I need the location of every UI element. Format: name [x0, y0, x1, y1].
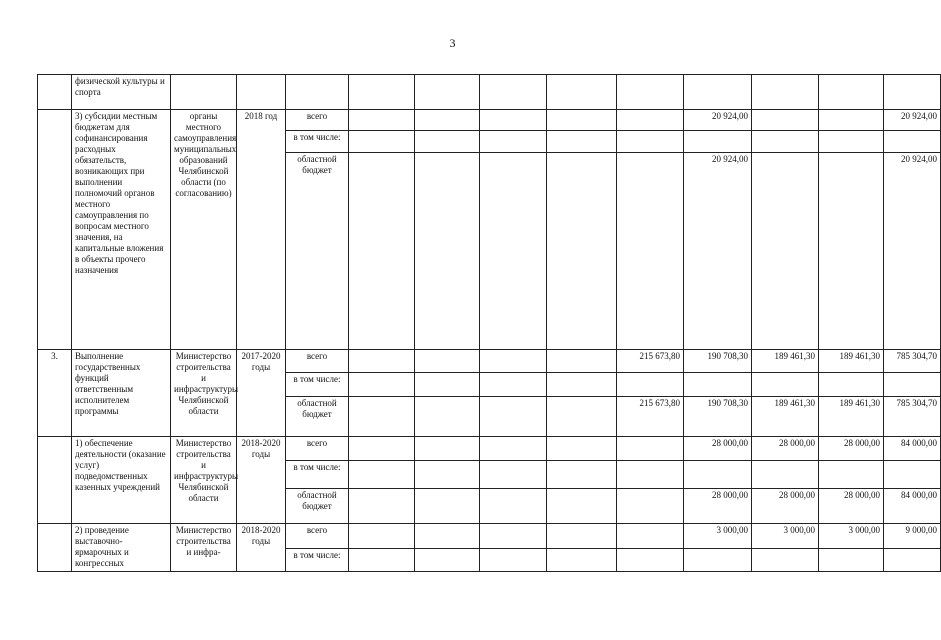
amount-cell — [819, 131, 884, 153]
total-amount-cell: 785 304,70 — [884, 397, 941, 437]
funding-source-cell: всего — [286, 350, 349, 373]
empty-cell — [415, 75, 480, 110]
amount-cell: 215 673,80 — [617, 350, 684, 373]
amount-cell — [684, 75, 752, 110]
executor-cell: Министерство строительства и инфра- — [171, 524, 237, 572]
measure-name-cell: 3) субсидии местным бюджетам для софинансирования расходных обязательств, возникающих при выполнении полномочий органов местного самоуправления по вопросам местного значения, на капитальные вложения в объекты прочего назначения — [72, 110, 171, 350]
empty-cell — [349, 110, 415, 131]
period-cell: 2018-2020 годы — [237, 524, 286, 572]
empty-cell — [349, 489, 415, 524]
funding-source-cell: областной бюджет — [286, 153, 349, 350]
empty-cell — [547, 75, 617, 110]
empty-cell — [480, 437, 547, 461]
funding-source-cell: в том числе: — [286, 373, 349, 397]
period-cell: 2018-2020 годы — [237, 437, 286, 524]
amount-cell — [819, 373, 884, 397]
amount-cell — [819, 110, 884, 131]
period-cell: 2017-2020 годы — [237, 350, 286, 437]
row-number-cell — [38, 437, 72, 524]
amount-cell: 190 708,30 — [684, 397, 752, 437]
period-cell: 2018 год — [237, 110, 286, 350]
amount-cell: 28 000,00 — [819, 489, 884, 524]
total-amount-cell: 84 000,00 — [884, 489, 941, 524]
empty-cell — [349, 437, 415, 461]
amount-cell — [617, 131, 684, 153]
amount-cell — [684, 549, 752, 572]
measure-name-cell: Выполнение государственных функций ответственным исполнителем программы — [72, 350, 171, 437]
empty-cell — [349, 350, 415, 373]
amount-cell — [752, 131, 819, 153]
empty-cell — [480, 461, 547, 489]
row-number-cell: 3. — [38, 350, 72, 437]
empty-cell — [415, 350, 480, 373]
empty-cell — [480, 110, 547, 131]
total-amount-cell — [884, 373, 941, 397]
executor-cell: Министерство строительства и инфраструктуры Челябинской области — [171, 350, 237, 437]
empty-cell — [415, 110, 480, 131]
amount-cell: 190 708,30 — [684, 350, 752, 373]
measure-name-cell: физической культуры и спорта — [72, 75, 171, 110]
funding-source-cell — [286, 75, 349, 110]
empty-cell — [480, 350, 547, 373]
empty-cell — [480, 153, 547, 350]
budget-table — [37, 74, 941, 572]
amount-cell: 189 461,30 — [752, 397, 819, 437]
amount-cell — [617, 461, 684, 489]
total-amount-cell: 20 924,00 — [884, 153, 941, 350]
amount-cell — [752, 373, 819, 397]
empty-cell — [480, 75, 547, 110]
amount-cell — [752, 153, 819, 350]
amount-cell: 28 000,00 — [752, 489, 819, 524]
empty-cell — [480, 549, 547, 572]
total-amount-cell — [884, 75, 941, 110]
empty-cell — [547, 397, 617, 437]
table-row — [38, 110, 941, 131]
empty-cell — [547, 549, 617, 572]
amount-cell — [684, 131, 752, 153]
empty-cell — [349, 397, 415, 437]
empty-cell — [480, 397, 547, 437]
empty-cell — [547, 524, 617, 549]
empty-cell — [415, 489, 480, 524]
empty-cell — [349, 524, 415, 549]
amount-cell — [684, 461, 752, 489]
executor-cell: органы местного самоуправления муниципальных образований Челябинской области (по согласованию) — [171, 110, 237, 350]
funding-source-cell: в том числе: — [286, 461, 349, 489]
empty-cell — [415, 397, 480, 437]
empty-cell — [349, 131, 415, 153]
empty-cell — [547, 110, 617, 131]
amount-cell — [617, 373, 684, 397]
period-cell — [237, 75, 286, 110]
amount-cell — [617, 437, 684, 461]
table-row — [38, 437, 941, 461]
page-number: 3 — [449, 36, 456, 50]
empty-cell — [349, 549, 415, 572]
total-amount-cell: 785 304,70 — [884, 350, 941, 373]
empty-cell — [547, 437, 617, 461]
empty-cell — [547, 153, 617, 350]
empty-cell — [415, 524, 480, 549]
amount-cell — [752, 75, 819, 110]
funding-source-cell: областной бюджет — [286, 397, 349, 437]
amount-cell: 3 000,00 — [752, 524, 819, 549]
amount-cell: 189 461,30 — [752, 350, 819, 373]
total-amount-cell — [884, 131, 941, 153]
amount-cell: 3 000,00 — [819, 524, 884, 549]
amount-cell: 3 000,00 — [684, 524, 752, 549]
amount-cell: 20 924,00 — [684, 110, 752, 131]
amount-cell — [752, 461, 819, 489]
empty-cell — [547, 350, 617, 373]
measure-name-cell: 2) проведение выставочно-ярмарочных и конгрессных — [72, 524, 171, 572]
amount-cell — [617, 75, 684, 110]
empty-cell — [547, 373, 617, 397]
empty-cell — [349, 75, 415, 110]
empty-cell — [415, 153, 480, 350]
table-row — [38, 350, 941, 373]
empty-cell — [415, 373, 480, 397]
funding-source-cell: в том числе: — [286, 131, 349, 153]
empty-cell — [480, 489, 547, 524]
empty-cell — [415, 461, 480, 489]
empty-cell — [349, 461, 415, 489]
amount-cell — [819, 549, 884, 572]
empty-cell — [480, 524, 547, 549]
amount-cell — [752, 549, 819, 572]
amount-cell — [617, 524, 684, 549]
empty-cell — [547, 131, 617, 153]
amount-cell — [819, 461, 884, 489]
row-number-cell — [38, 524, 72, 572]
empty-cell — [415, 437, 480, 461]
funding-source-cell: всего — [286, 437, 349, 461]
amount-cell: 28 000,00 — [684, 437, 752, 461]
total-amount-cell: 9 000,00 — [884, 524, 941, 549]
empty-cell — [415, 131, 480, 153]
executor-cell: Министерство строительства и инфраструктуры Челябинской области — [171, 437, 237, 524]
amount-cell — [819, 75, 884, 110]
total-amount-cell — [884, 461, 941, 489]
empty-cell — [547, 461, 617, 489]
amount-cell: 28 000,00 — [684, 489, 752, 524]
empty-cell — [480, 373, 547, 397]
amount-cell — [617, 110, 684, 131]
amount-cell: 215 673,80 — [617, 397, 684, 437]
executor-cell — [171, 75, 237, 110]
empty-cell — [547, 489, 617, 524]
empty-cell — [480, 131, 547, 153]
empty-cell — [415, 549, 480, 572]
table-row — [38, 75, 941, 110]
measure-name-cell: 1) обеспечение деятельности (оказание услуг) подведомственных казенных учреждений — [72, 437, 171, 524]
amount-cell — [617, 489, 684, 524]
total-amount-cell: 20 924,00 — [884, 110, 941, 131]
table-row — [38, 524, 941, 549]
funding-source-cell: всего — [286, 524, 349, 549]
funding-source-cell: областной бюджет — [286, 489, 349, 524]
amount-cell: 20 924,00 — [684, 153, 752, 350]
total-amount-cell — [884, 549, 941, 572]
funding-source-cell: всего — [286, 110, 349, 131]
total-amount-cell: 84 000,00 — [884, 437, 941, 461]
amount-cell — [752, 110, 819, 131]
amount-cell — [617, 549, 684, 572]
amount-cell: 28 000,00 — [819, 437, 884, 461]
amount-cell — [819, 153, 884, 350]
amount-cell: 28 000,00 — [752, 437, 819, 461]
funding-source-cell: в том числе: — [286, 549, 349, 572]
row-number-cell — [38, 110, 72, 350]
amount-cell: 189 461,30 — [819, 350, 884, 373]
row-number-cell — [38, 75, 72, 110]
amount-cell — [684, 373, 752, 397]
empty-cell — [349, 153, 415, 350]
amount-cell — [617, 153, 684, 350]
amount-cell: 189 461,30 — [819, 397, 884, 437]
empty-cell — [349, 373, 415, 397]
